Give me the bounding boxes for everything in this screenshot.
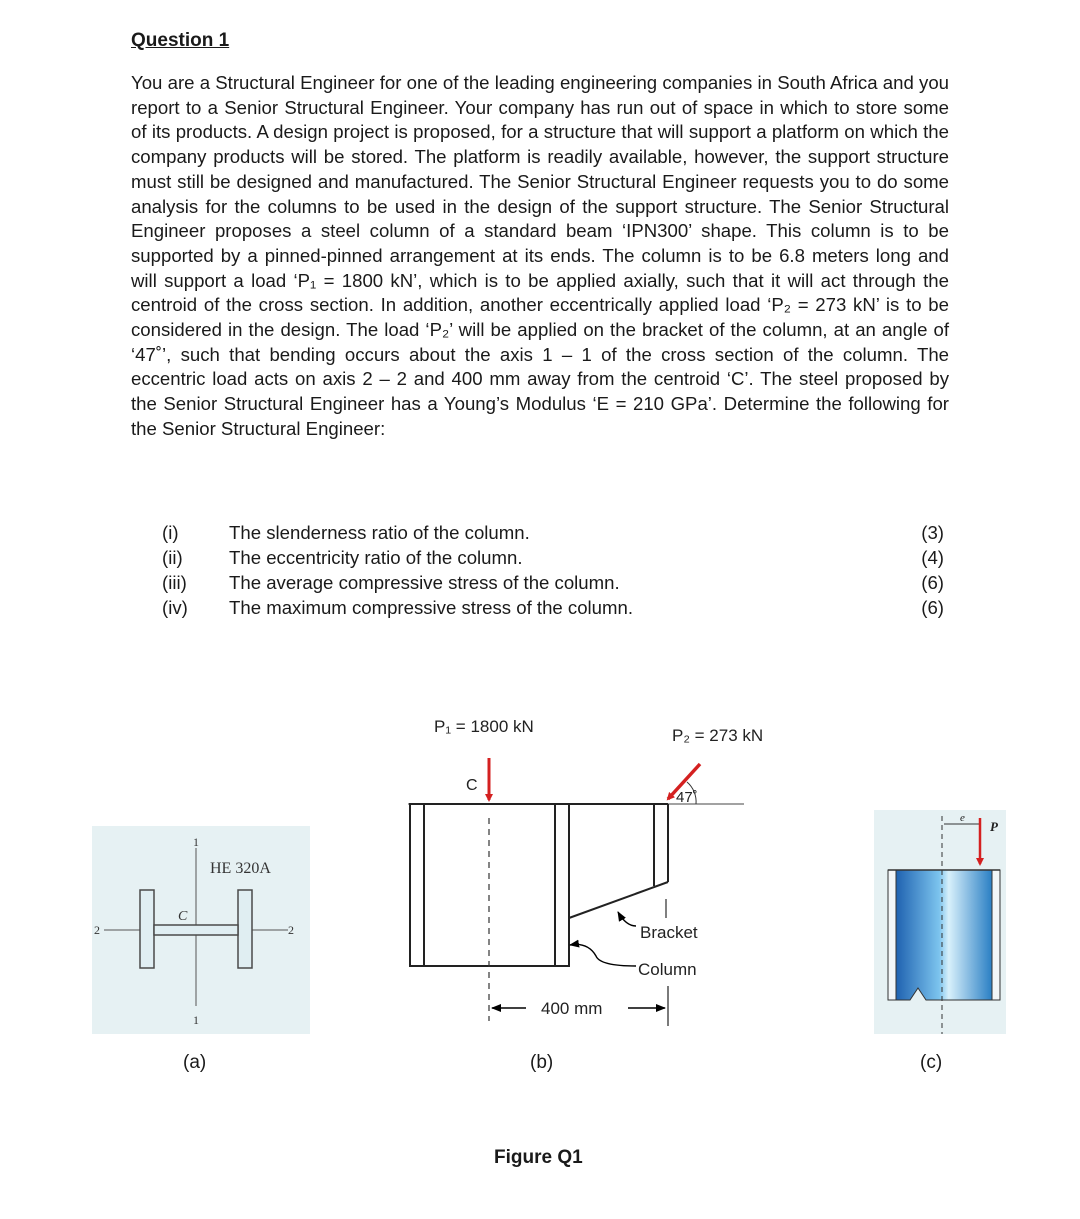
figure-panel-b [400, 706, 790, 1036]
e-label: e [960, 812, 965, 824]
distance-label: 400 mm [541, 999, 603, 1018]
axis-2-left-label: 2 [94, 923, 100, 937]
task-item [162, 595, 952, 620]
centroid-label: C [466, 777, 478, 794]
panel-b-label: (b) [530, 1052, 554, 1073]
task-item [162, 520, 952, 545]
p-label: P [990, 819, 998, 834]
task-list [162, 520, 952, 620]
question-body: You are a Structural Engineer for one of the leading engineering companies in South Africa and you report to a Senior Structural Engineer. Your company has run out of space in which to store some of its products. A design project is proposed, for a structure that will support a platform on which the company products will be stored. The platform is readily available, however, the support structure must still be designed and manufactured. The Senior Structural Engineer requests you to do some analysis for the columns to be used in the design of the support structure. The Senior Structural Engineer proposes a steel column of a standard beam ‘IPN300’ shape. This column is to be supported by a pinned-pinned arrangement at its ends. The column is to be 6.8 meters long and will support a load ‘P₁ = 1800 kN’, which is to be applied axially, such that it will act through the centroid of the cross section. In addition, another eccentrically applied load ‘P₂ = 273 kN’ is to be considered in the design. The load ‘P₂’ will be applied on the bracket of the column, at an angle of ‘47˚’, such that bending occurs about the axis 1 – 1 of the cross section of the column. The eccentric load acts on axis 2 – 2 and 400 mm away from the centroid ‘C’. The steel proposed by the Senior Structural Engineer has a Young’s Modulus ‘E = 210 GPa’. Determine the following for the Senior Structural Engineer: [131, 72, 949, 439]
centroid-label: C [178, 909, 188, 924]
task-number: (ii) [162, 547, 183, 568]
figure-caption: Figure Q1 [494, 1147, 583, 1168]
column-label: Column [638, 960, 697, 979]
figure-panel-a [92, 826, 310, 1034]
axis-2-right-label: 2 [288, 923, 294, 937]
task-text: The eccentricity ratio of the column. [229, 547, 523, 568]
task-text: The maximum compressive stress of the column. [229, 597, 634, 618]
task-marks: (6) [921, 597, 944, 618]
question-heading: Question 1 [131, 30, 230, 51]
task-marks: (4) [921, 547, 944, 568]
task-number: (iv) [162, 597, 188, 618]
task-text: The average compressive stress of the column. [229, 572, 620, 593]
bracket-shape [569, 804, 668, 918]
figure-panel-c [874, 810, 1006, 1034]
section-name: HE 320A [210, 860, 271, 877]
task-item [162, 545, 952, 570]
task-marks: (6) [921, 572, 944, 593]
column-pointer [570, 944, 636, 966]
p2-label: P₂ = 273 kN [672, 726, 764, 745]
bracket-label: Bracket [640, 923, 698, 942]
task-marks: (3) [921, 522, 944, 543]
column-3d [888, 870, 1000, 1000]
axis-1-top-label: 1 [193, 835, 199, 849]
panel-a-label: (a) [183, 1052, 207, 1073]
task-number: (i) [162, 522, 179, 543]
bracket-pointer [618, 912, 636, 926]
panel-c-label: (c) [920, 1052, 943, 1073]
task-item [162, 570, 952, 595]
task-text: The slenderness ratio of the column. [229, 522, 530, 543]
angle-label: 47˚ [676, 789, 698, 806]
task-number: (iii) [162, 572, 187, 593]
axis-1-bottom-label: 1 [193, 1013, 199, 1027]
p1-label: P₁ = 1800 kN [434, 717, 534, 736]
